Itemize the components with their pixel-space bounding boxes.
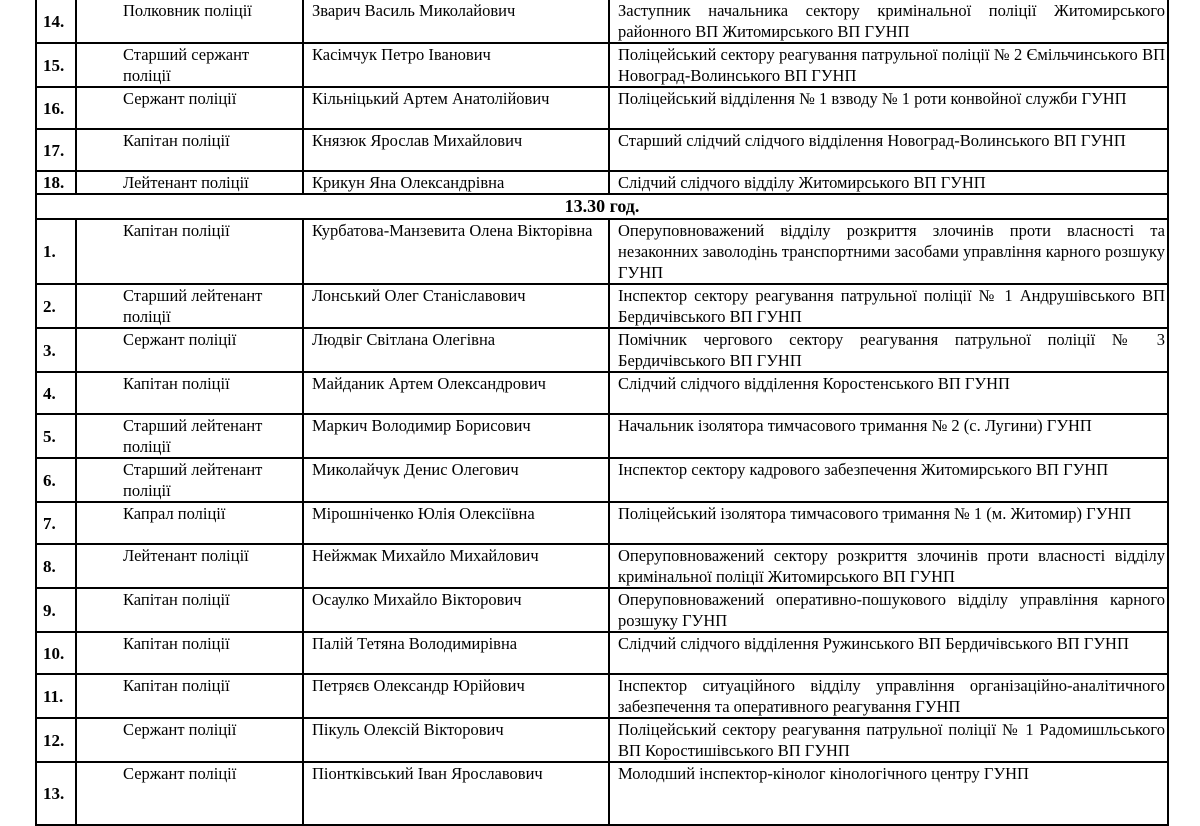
table-body-after	[36, 219, 1168, 825]
section-heading-row	[36, 194, 1168, 219]
row-number: 13.	[36, 762, 76, 825]
position-cell: Поліцейський сектору реагування патрульної поліції № 1 Радомишльського ВП Коростишівського ВП ГУНП	[609, 718, 1168, 762]
section-heading: 13.30 год.	[36, 194, 1168, 219]
name-cell: Людвіг Світлана Олегівна	[303, 328, 609, 372]
table-row	[36, 762, 1168, 825]
name-cell: Миколайчук Денис Олегович	[303, 458, 609, 502]
row-number: 2.	[36, 284, 76, 328]
position-cell: Оперуповноважений оперативно-пошукового відділу управління карного розшуку ГУНП	[609, 588, 1168, 632]
name-cell: Касімчук Петро Іванович	[303, 43, 609, 87]
position-cell: Поліцейський ізолятора тимчасового тримання № 1 (м. Житомир) ГУНП	[609, 502, 1168, 544]
table-row	[36, 284, 1168, 328]
rank-cell: Лейтенант поліції	[76, 544, 303, 588]
table-row	[36, 171, 1168, 194]
position-cell: Інспектор сектору кадрового забезпечення Житомирського ВП ГУНП	[609, 458, 1168, 502]
name-cell: Осаулко Михайло Вікторович	[303, 588, 609, 632]
name-cell: Зварич Василь Миколайович	[303, 0, 609, 43]
rank-cell: Лейтенант поліції	[76, 171, 303, 194]
rank-cell: Старший лейтенант поліції	[76, 458, 303, 502]
name-cell: Піонтківський Іван Ярославович	[303, 762, 609, 825]
row-number: 10.	[36, 632, 76, 674]
table-row	[36, 718, 1168, 762]
position-cell: Молодший інспектор-кінолог кінологічного центру ГУНП	[609, 762, 1168, 825]
rank-cell: Капітан поліції	[76, 372, 303, 414]
row-number: 15.	[36, 43, 76, 87]
table-row	[36, 219, 1168, 284]
rank-cell: Сержант поліції	[76, 328, 303, 372]
row-number: 12.	[36, 718, 76, 762]
row-number: 16.	[36, 87, 76, 129]
table-body-before	[36, 0, 1168, 194]
name-cell: Князюк Ярослав Михайлович	[303, 129, 609, 171]
name-cell: Кільніцький Артем Анатолійович	[303, 87, 609, 129]
row-number: 6.	[36, 458, 76, 502]
position-cell: Слідчий слідчого відділу Житомирського ВП ГУНП	[609, 171, 1168, 194]
name-cell: Пікуль Олексій Вікторович	[303, 718, 609, 762]
rank-cell: Капітан поліції	[76, 219, 303, 284]
name-cell: Петряєв Олександр Юрійович	[303, 674, 609, 718]
rank-cell: Капрал поліції	[76, 502, 303, 544]
rank-cell: Сержант поліції	[76, 87, 303, 129]
table-row	[36, 458, 1168, 502]
name-cell: Крикун Яна Олександрівна	[303, 171, 609, 194]
name-cell: Палій Тетяна Володимирівна	[303, 632, 609, 674]
rank-cell: Сержант поліції	[76, 718, 303, 762]
rank-cell: Старший сержант поліції	[76, 43, 303, 87]
position-cell: Слідчий слідчого відділення Ружинського ВП Бердичівського ВП ГУНП	[609, 632, 1168, 674]
table-row	[36, 87, 1168, 129]
table-row	[36, 588, 1168, 632]
position-cell: Старший слідчий слідчого відділення Новоград-Волинського ВП ГУНП	[609, 129, 1168, 171]
position-cell: Заступник начальника сектору кримінальної поліції Житомирського районного ВП Житомирського ВП ГУНП	[609, 0, 1168, 43]
position-cell: Оперуповноважений сектору розкриття злочинів проти власності відділу кримінальної поліції Житомирського ВП ГУНП	[609, 544, 1168, 588]
row-number: 3.	[36, 328, 76, 372]
position-cell: Помічник чергового сектору реагування патрульної поліції № 3 Бердичівського ВП ГУНП	[609, 328, 1168, 372]
row-number: 9.	[36, 588, 76, 632]
rank-cell: Капітан поліції	[76, 632, 303, 674]
table-row	[36, 328, 1168, 372]
table-row	[36, 674, 1168, 718]
row-number: 5.	[36, 414, 76, 458]
name-cell: Нейжмак Михайло Михайлович	[303, 544, 609, 588]
row-number: 18.	[36, 171, 76, 194]
name-cell: Курбатова-Манзевита Олена Вікторівна	[303, 219, 609, 284]
row-number: 1.	[36, 219, 76, 284]
rank-cell: Полковник поліції	[76, 0, 303, 43]
rank-cell: Старший лейтенант поліції	[76, 284, 303, 328]
table-row	[36, 0, 1168, 43]
name-cell: Лонський Олег Станіславович	[303, 284, 609, 328]
row-number: 8.	[36, 544, 76, 588]
rank-cell: Капітан поліції	[76, 674, 303, 718]
table-row	[36, 43, 1168, 87]
rank-cell: Сержант поліції	[76, 762, 303, 825]
row-number: 17.	[36, 129, 76, 171]
table-row	[36, 502, 1168, 544]
position-cell: Поліцейський сектору реагування патрульної поліції № 2 Ємільчинського ВП Новоград-Волинського ВП ГУНП	[609, 43, 1168, 87]
table-row	[36, 414, 1168, 458]
rank-cell: Капітан поліції	[76, 588, 303, 632]
name-cell: Мірошніченко Юлія Олексіївна	[303, 502, 609, 544]
section-heading-group	[36, 194, 1168, 219]
row-number: 7.	[36, 502, 76, 544]
table-row	[36, 544, 1168, 588]
personnel-table	[35, 0, 1169, 826]
position-cell: Начальник ізолятора тимчасового тримання № 2 (с. Лугини) ГУНП	[609, 414, 1168, 458]
name-cell: Маркич Володимир Борисович	[303, 414, 609, 458]
position-cell: Слідчий слідчого відділення Коростенського ВП ГУНП	[609, 372, 1168, 414]
position-cell: Інспектор сектору реагування патрульної поліції № 1 Андрушівського ВП Бердичівського ВП ГУНП	[609, 284, 1168, 328]
position-cell: Поліцейський відділення № 1 взводу № 1 роти конвойної служби ГУНП	[609, 87, 1168, 129]
position-cell: Оперуповноважений відділу розкриття злочинів проти власності та незаконних заволодінь транспортними засобами управління карного розшуку ГУНП	[609, 219, 1168, 284]
row-number: 14.	[36, 0, 76, 43]
name-cell: Майданик Артем Олександрович	[303, 372, 609, 414]
table-row	[36, 372, 1168, 414]
row-number: 4.	[36, 372, 76, 414]
table-row	[36, 129, 1168, 171]
table-row	[36, 632, 1168, 674]
rank-cell: Старший лейтенант поліції	[76, 414, 303, 458]
rank-cell: Капітан поліції	[76, 129, 303, 171]
row-number: 11.	[36, 674, 76, 718]
position-cell: Інспектор ситуаційного відділу управління організаційно-аналітичного забезпечення та оперативного реагування ГУНП	[609, 674, 1168, 718]
